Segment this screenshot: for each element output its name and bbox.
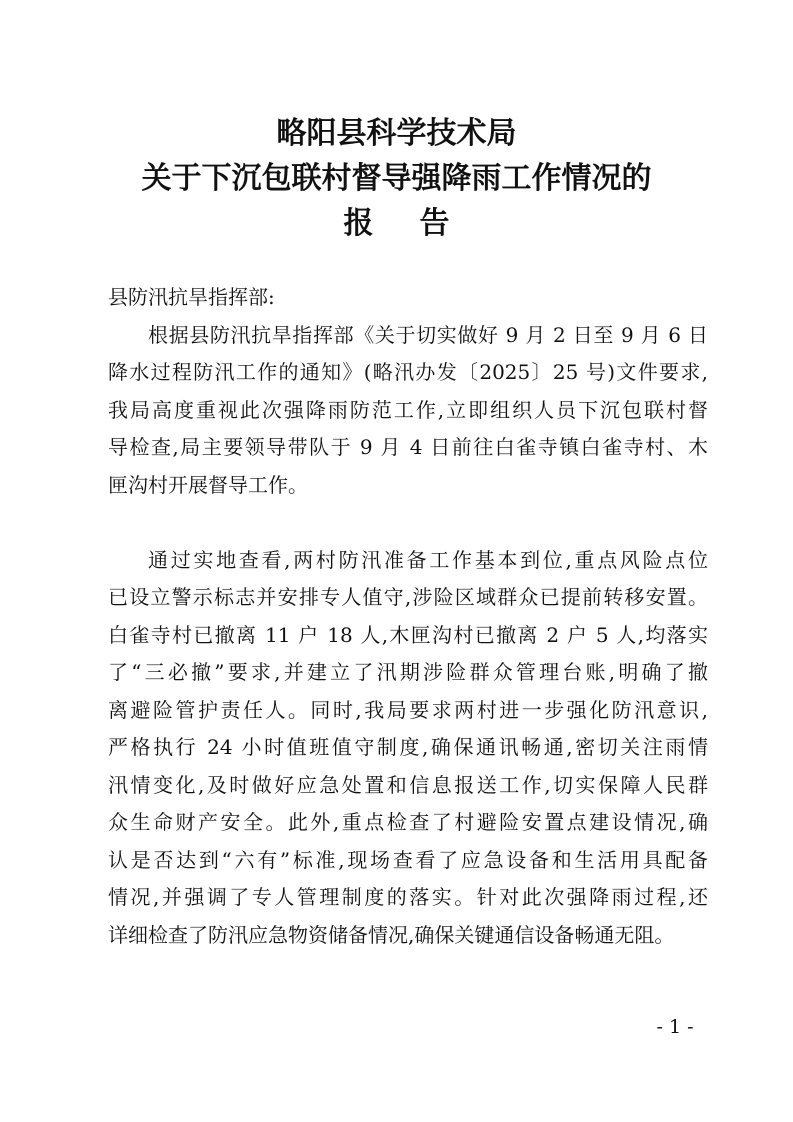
paragraph-line: 认是否达到“六有”标准,现场查看了应急设备和生活用具配备 [108, 848, 708, 872]
paragraph-line: 我局高度重视此次强降雨防范工作,立即组织人员下沉包联村督 [108, 398, 708, 422]
report-title-line-2: 关于下沉包联村督导强降雨工作情况的 [141, 161, 652, 196]
report-title-line-1: 略阳县科学技术局 [276, 116, 517, 151]
paragraph-line: 通过实地查看,两村防汛准备工作基本到位,重点风险点位 [148, 548, 708, 572]
paragraph-line: 降水过程防汛工作的通知》(略汛办发〔2025〕25 号)文件要求, [108, 360, 708, 384]
paragraph-line: 详细检查了防汛应急物资储备情况,确保关键通信设备畅通无阻。 [108, 923, 675, 947]
paragraph-line: 汛情变化,及时做好应急处置和信息报送工作,切实保障人民群 [108, 773, 708, 797]
paragraph-line: 匣沟村开展督导工作。 [108, 473, 308, 497]
paragraph-line: 情况,并强调了专人管理制度的落实。针对此次强降雨过程,还 [108, 885, 708, 909]
paragraph-line: 根据县防汛抗旱指挥部《关于切实做好 9 月 2 日至 9 月 6 日 [148, 323, 708, 347]
paragraph-line: 离避险管护责任人。同时,我局要求两村进一步强化防汛意识, [108, 698, 708, 722]
paragraph-line: 已设立警示标志并安排专人值守,涉险区域群众已提前转移安置。 [108, 585, 708, 609]
paragraph-line: 了“三必撤”要求,并建立了汛期涉险群众管理台账,明确了撤 [108, 660, 708, 684]
page-number: - 1 - [656, 1016, 694, 1038]
salutation: 县防汛抗旱指挥部: [108, 285, 275, 309]
paragraph-line: 导检查,局主要领导带队于 9 月 4 日前往白雀寺镇白雀寺村、木 [108, 435, 708, 459]
report-title-line-3: 报告 [343, 206, 496, 241]
paragraph-line: 白雀寺村已撤离 11 户 18 人,木匣沟村已撤离 2 户 5 人,均落实 [108, 623, 708, 647]
paragraph-line: 严格执行 24 小时值班值守制度,确保通讯畅通,密切关注雨情 [108, 735, 708, 759]
paragraph-line: 众生命财产安全。此外,重点检查了村避险安置点建设情况,确 [108, 810, 708, 834]
